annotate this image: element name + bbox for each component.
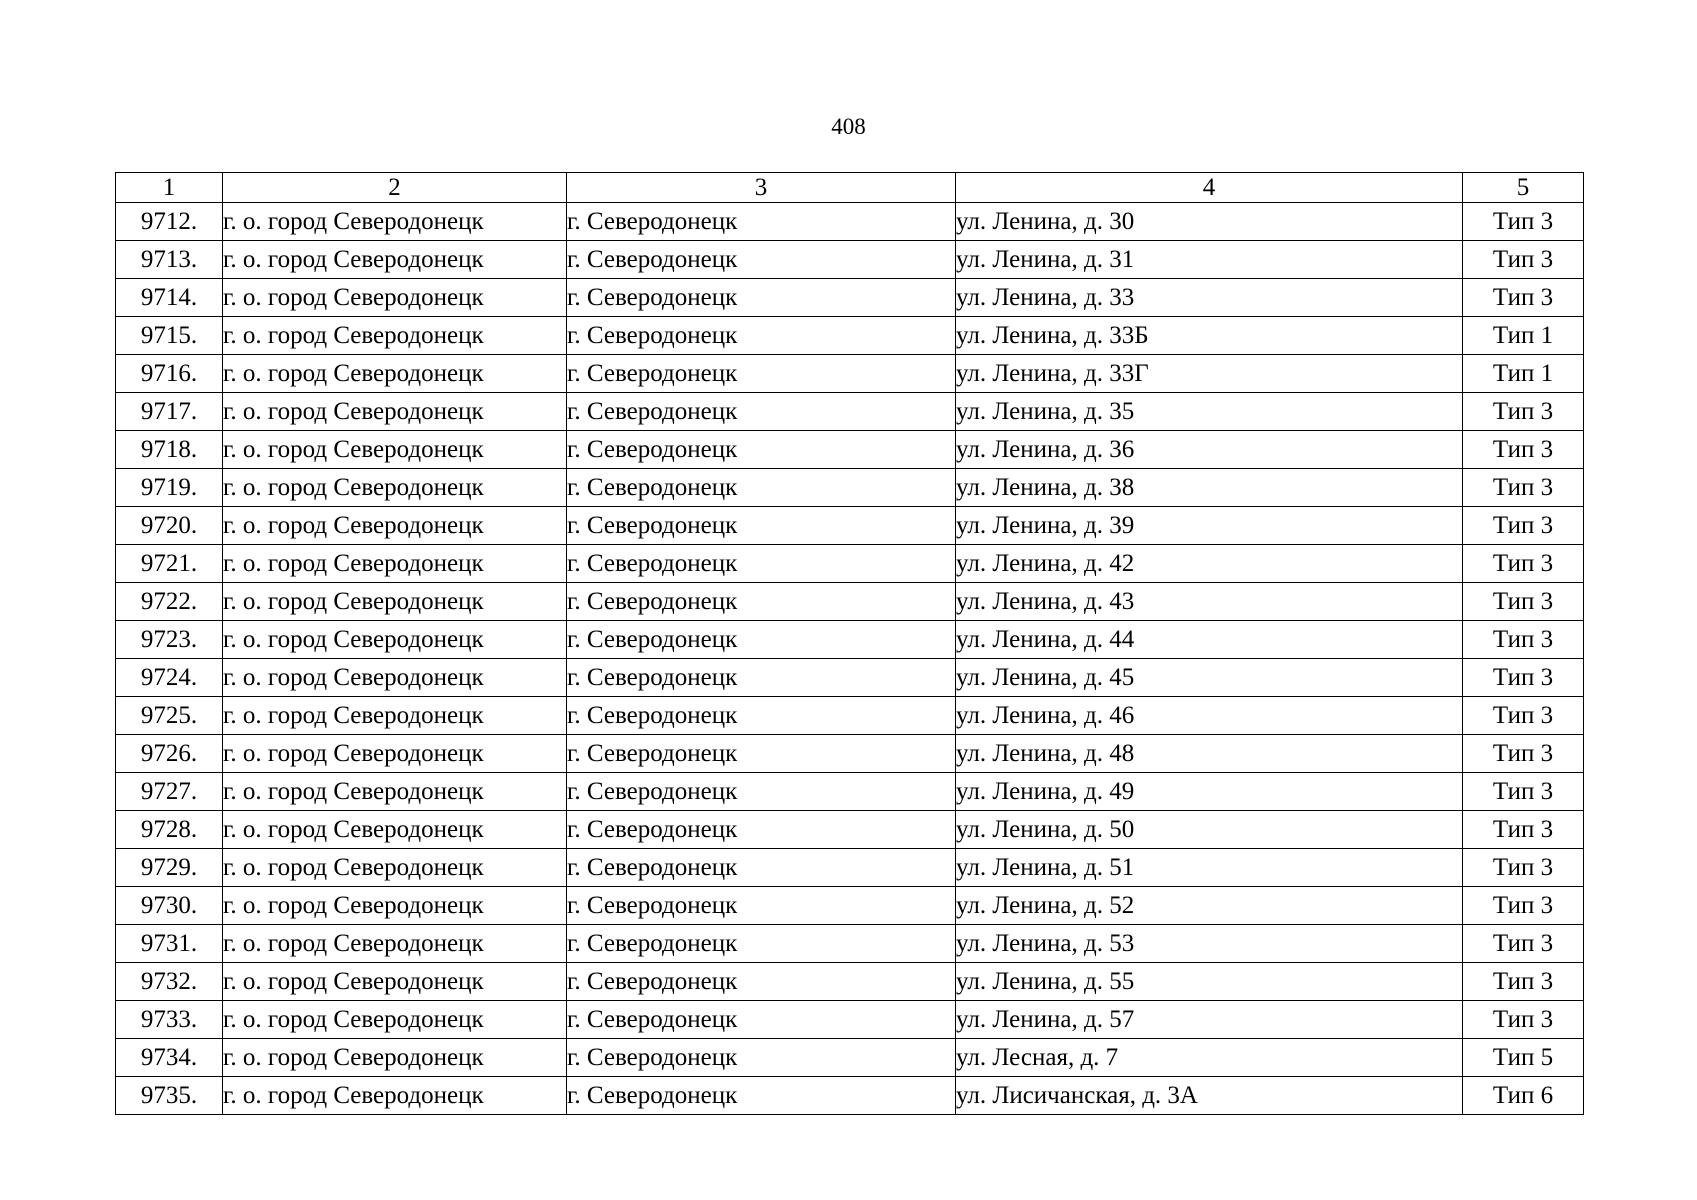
- column-header-settlement: 3: [567, 173, 956, 203]
- district-cell: г. о. город Северодонецк: [223, 241, 567, 279]
- type-cell: Тип 3: [1463, 393, 1584, 431]
- header-row: [116, 173, 1584, 203]
- type-cell: Тип 1: [1463, 317, 1584, 355]
- row-number-cell: 9724.: [116, 659, 223, 697]
- row-number-cell: 9733.: [116, 1001, 223, 1039]
- address-cell: ул. Ленина, д. 46: [956, 697, 1463, 735]
- district-cell: г. о. город Северодонецк: [223, 507, 567, 545]
- table-row: [116, 659, 1584, 697]
- row-number-cell: 9726.: [116, 735, 223, 773]
- type-cell: Тип 3: [1463, 203, 1584, 241]
- row-number-cell: 9714.: [116, 279, 223, 317]
- settlement-cell: г. Северодонецк: [567, 887, 956, 925]
- settlement-cell: г. Северодонецк: [567, 583, 956, 621]
- district-cell: г. о. город Северодонецк: [223, 735, 567, 773]
- district-cell: г. о. город Северодонецк: [223, 393, 567, 431]
- district-cell: г. о. город Северодонецк: [223, 697, 567, 735]
- district-cell: г. о. город Северодонецк: [223, 279, 567, 317]
- type-cell: Тип 1: [1463, 355, 1584, 393]
- address-cell: ул. Ленина, д. 31: [956, 241, 1463, 279]
- table-row: [116, 735, 1584, 773]
- district-cell: г. о. город Северодонецк: [223, 583, 567, 621]
- table-row: [116, 925, 1584, 963]
- table-row: [116, 507, 1584, 545]
- type-cell: Тип 3: [1463, 925, 1584, 963]
- address-cell: ул. Ленина, д. 33Г: [956, 355, 1463, 393]
- district-cell: г. о. город Северодонецк: [223, 545, 567, 583]
- settlement-cell: г. Северодонецк: [567, 773, 956, 811]
- table-body: [116, 203, 1584, 1115]
- row-number-cell: 9727.: [116, 773, 223, 811]
- type-cell: Тип 3: [1463, 621, 1584, 659]
- row-number-cell: 9735.: [116, 1077, 223, 1115]
- type-cell: Тип 3: [1463, 431, 1584, 469]
- column-header-district: 2: [223, 173, 567, 203]
- row-number-cell: 9734.: [116, 1039, 223, 1077]
- district-cell: г. о. город Северодонецк: [223, 1039, 567, 1077]
- settlement-cell: г. Северодонецк: [567, 1001, 956, 1039]
- row-number-cell: 9723.: [116, 621, 223, 659]
- row-number-cell: 9715.: [116, 317, 223, 355]
- table-row: [116, 849, 1584, 887]
- type-cell: Тип 3: [1463, 507, 1584, 545]
- settlement-cell: г. Северодонецк: [567, 241, 956, 279]
- row-number-cell: 9719.: [116, 469, 223, 507]
- row-number-cell: 9731.: [116, 925, 223, 963]
- type-cell: Тип 3: [1463, 279, 1584, 317]
- row-number-cell: 9713.: [116, 241, 223, 279]
- type-cell: Тип 3: [1463, 659, 1584, 697]
- row-number-cell: 9717.: [116, 393, 223, 431]
- settlement-cell: г. Северодонецк: [567, 545, 956, 583]
- row-number-cell: 9730.: [116, 887, 223, 925]
- district-cell: г. о. город Северодонецк: [223, 1077, 567, 1115]
- type-cell: Тип 3: [1463, 773, 1584, 811]
- table-row: [116, 1077, 1584, 1115]
- district-cell: г. о. город Северодонецк: [223, 925, 567, 963]
- district-cell: г. о. город Северодонецк: [223, 355, 567, 393]
- district-cell: г. о. город Северодонецк: [223, 963, 567, 1001]
- table-row: [116, 1039, 1584, 1077]
- settlement-cell: г. Северодонецк: [567, 469, 956, 507]
- type-cell: Тип 3: [1463, 583, 1584, 621]
- district-cell: г. о. город Северодонецк: [223, 1001, 567, 1039]
- address-cell: ул. Ленина, д. 38: [956, 469, 1463, 507]
- row-number-cell: 9712.: [116, 203, 223, 241]
- district-cell: г. о. город Северодонецк: [223, 203, 567, 241]
- district-cell: г. о. город Северодонецк: [223, 317, 567, 355]
- address-cell: ул. Ленина, д. 50: [956, 811, 1463, 849]
- settlement-cell: г. Северодонецк: [567, 1039, 956, 1077]
- address-cell: ул. Ленина, д. 39: [956, 507, 1463, 545]
- type-cell: Тип 3: [1463, 469, 1584, 507]
- type-cell: Тип 3: [1463, 1001, 1584, 1039]
- address-cell: ул. Ленина, д. 52: [956, 887, 1463, 925]
- table-row: [116, 355, 1584, 393]
- page-number: 408: [831, 114, 866, 139]
- settlement-cell: г. Северодонецк: [567, 811, 956, 849]
- type-cell: Тип 3: [1463, 545, 1584, 583]
- district-cell: г. о. город Северодонецк: [223, 773, 567, 811]
- address-cell: ул. Ленина, д. 49: [956, 773, 1463, 811]
- column-header-type: 5: [1463, 173, 1584, 203]
- settlement-cell: г. Северодонецк: [567, 355, 956, 393]
- settlement-cell: г. Северодонецк: [567, 203, 956, 241]
- table-row: [116, 773, 1584, 811]
- district-cell: г. о. город Северодонецк: [223, 811, 567, 849]
- settlement-cell: г. Северодонецк: [567, 925, 956, 963]
- row-number-cell: 9716.: [116, 355, 223, 393]
- settlement-cell: г. Северодонецк: [567, 659, 956, 697]
- row-number-cell: 9725.: [116, 697, 223, 735]
- district-cell: г. о. город Северодонецк: [223, 849, 567, 887]
- settlement-cell: г. Северодонецк: [567, 963, 956, 1001]
- address-cell: ул. Ленина, д. 53: [956, 925, 1463, 963]
- settlement-cell: г. Северодонецк: [567, 735, 956, 773]
- row-number-cell: 9721.: [116, 545, 223, 583]
- type-cell: Тип 5: [1463, 1039, 1584, 1077]
- address-cell: ул. Ленина, д. 33: [956, 279, 1463, 317]
- settlement-cell: г. Северодонецк: [567, 697, 956, 735]
- district-cell: г. о. город Северодонецк: [223, 621, 567, 659]
- address-cell: ул. Ленина, д. 30: [956, 203, 1463, 241]
- row-number-cell: 9728.: [116, 811, 223, 849]
- row-number-cell: 9729.: [116, 849, 223, 887]
- table-row: [116, 393, 1584, 431]
- table-row: [116, 545, 1584, 583]
- table-row: [116, 279, 1584, 317]
- table-row: [116, 887, 1584, 925]
- settlement-cell: г. Северодонецк: [567, 621, 956, 659]
- table-row: [116, 469, 1584, 507]
- type-cell: Тип 3: [1463, 849, 1584, 887]
- settlement-cell: г. Северодонецк: [567, 849, 956, 887]
- table-row: [116, 317, 1584, 355]
- type-cell: Тип 3: [1463, 887, 1584, 925]
- table-row: [116, 1001, 1584, 1039]
- type-cell: Тип 3: [1463, 735, 1584, 773]
- address-table: [115, 172, 1584, 1115]
- table-row: [116, 431, 1584, 469]
- settlement-cell: г. Северодонецк: [567, 431, 956, 469]
- table-row: [116, 241, 1584, 279]
- type-cell: Тип 3: [1463, 697, 1584, 735]
- row-number-cell: 9718.: [116, 431, 223, 469]
- district-cell: г. о. город Северодонецк: [223, 659, 567, 697]
- settlement-cell: г. Северодонецк: [567, 317, 956, 355]
- type-cell: Тип 6: [1463, 1077, 1584, 1115]
- address-cell: ул. Ленина, д. 55: [956, 963, 1463, 1001]
- settlement-cell: г. Северодонецк: [567, 393, 956, 431]
- table-header: [116, 173, 1584, 203]
- address-cell: ул. Ленина, д. 57: [956, 1001, 1463, 1039]
- settlement-cell: г. Северодонецк: [567, 1077, 956, 1115]
- row-number-cell: 9732.: [116, 963, 223, 1001]
- table-row: [116, 621, 1584, 659]
- row-number-cell: 9720.: [116, 507, 223, 545]
- address-cell: ул. Ленина, д. 36: [956, 431, 1463, 469]
- address-cell: ул. Ленина, д. 51: [956, 849, 1463, 887]
- address-cell: ул. Лисичанская, д. 3А: [956, 1077, 1463, 1115]
- column-header-number: 1: [116, 173, 223, 203]
- row-number-cell: 9722.: [116, 583, 223, 621]
- table-row: [116, 697, 1584, 735]
- address-cell: ул. Ленина, д. 48: [956, 735, 1463, 773]
- district-cell: г. о. город Северодонецк: [223, 887, 567, 925]
- settlement-cell: г. Северодонецк: [567, 507, 956, 545]
- address-cell: ул. Ленина, д. 42: [956, 545, 1463, 583]
- table-row: [116, 811, 1584, 849]
- address-cell: ул. Лесная, д. 7: [956, 1039, 1463, 1077]
- district-cell: г. о. город Северодонецк: [223, 469, 567, 507]
- table-row: [116, 203, 1584, 241]
- address-cell: ул. Ленина, д. 35: [956, 393, 1463, 431]
- table-row: [116, 583, 1584, 621]
- type-cell: Тип 3: [1463, 963, 1584, 1001]
- settlement-cell: г. Северодонецк: [567, 279, 956, 317]
- address-cell: ул. Ленина, д. 33Б: [956, 317, 1463, 355]
- table-row: [116, 963, 1584, 1001]
- address-cell: ул. Ленина, д. 43: [956, 583, 1463, 621]
- district-cell: г. о. город Северодонецк: [223, 431, 567, 469]
- column-header-address: 4: [956, 173, 1463, 203]
- address-cell: ул. Ленина, д. 44: [956, 621, 1463, 659]
- address-cell: ул. Ленина, д. 45: [956, 659, 1463, 697]
- type-cell: Тип 3: [1463, 241, 1584, 279]
- type-cell: Тип 3: [1463, 811, 1584, 849]
